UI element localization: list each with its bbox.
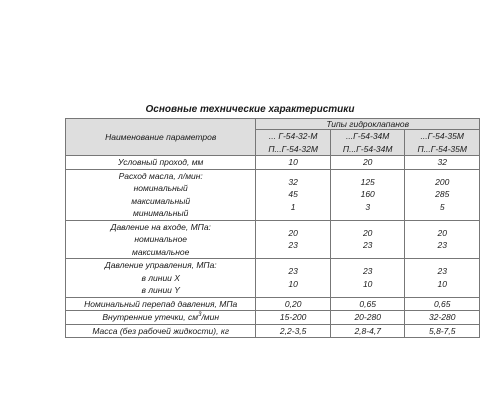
value-cell: 15-200: [256, 311, 331, 325]
value-cell: 32 45 1: [256, 169, 331, 220]
param-header: Наименование параметров: [66, 119, 256, 156]
table-row: [66, 324, 480, 338]
value-cell: 20 23: [405, 220, 480, 259]
param-cell: Номинальный перепад давления, МПа: [66, 297, 256, 311]
value-cell: 2,8-4,7: [330, 324, 405, 338]
param-cell: Расход масла, л/мин: номинальный максимальный минимальный: [66, 169, 256, 220]
value-cell: 20 23: [256, 220, 331, 259]
table-row: [66, 169, 480, 220]
param-cell: Давление на входе, МПа: номинальное максимальное: [66, 220, 256, 259]
table-row: [66, 220, 480, 259]
specs-table: [65, 118, 480, 338]
param-cell: Условный проход, мм: [66, 156, 256, 170]
table-title: Основные технические характеристики: [145, 104, 355, 115]
value-cell: 0,20: [256, 297, 331, 311]
type-header: ...Г-54-35М П...Г-54-35М: [405, 130, 480, 156]
value-cell: 200 285 5: [405, 169, 480, 220]
value-cell: 20: [330, 156, 405, 170]
value-cell: 5,8-7,5: [405, 324, 480, 338]
value-cell: 0,65: [330, 297, 405, 311]
value-cell: 20 23: [330, 220, 405, 259]
type-header: ... Г-54-32-М П...Г-54-32М: [256, 130, 331, 156]
types-header: Типы гидроклапанов: [256, 119, 480, 130]
value-cell: 0,65: [405, 297, 480, 311]
table-row: [66, 297, 480, 311]
value-cell: 20-280: [330, 311, 405, 325]
value-cell: 32-280: [405, 311, 480, 325]
value-cell: 23 10: [256, 259, 331, 298]
value-cell: 32: [405, 156, 480, 170]
header-row: [66, 119, 480, 130]
param-cell: Давление управления, МПа: в линии X в линии Y: [66, 259, 256, 298]
table-row: [66, 259, 480, 298]
value-cell: 2,2-3,5: [256, 324, 331, 338]
param-cell: Внутренние утечки, $см^3$/мин: [66, 311, 256, 325]
table-row: [66, 311, 480, 325]
value-cell: 23 10: [405, 259, 480, 298]
table-row: [66, 156, 480, 170]
param-cell: Масса (без рабочей жидкости), кг: [66, 324, 256, 338]
value-cell: 125 160 3: [330, 169, 405, 220]
value-cell: 10: [256, 156, 331, 170]
type-header: ...Г-54-34М П...Г-54-34М: [330, 130, 405, 156]
value-cell: 23 10: [330, 259, 405, 298]
